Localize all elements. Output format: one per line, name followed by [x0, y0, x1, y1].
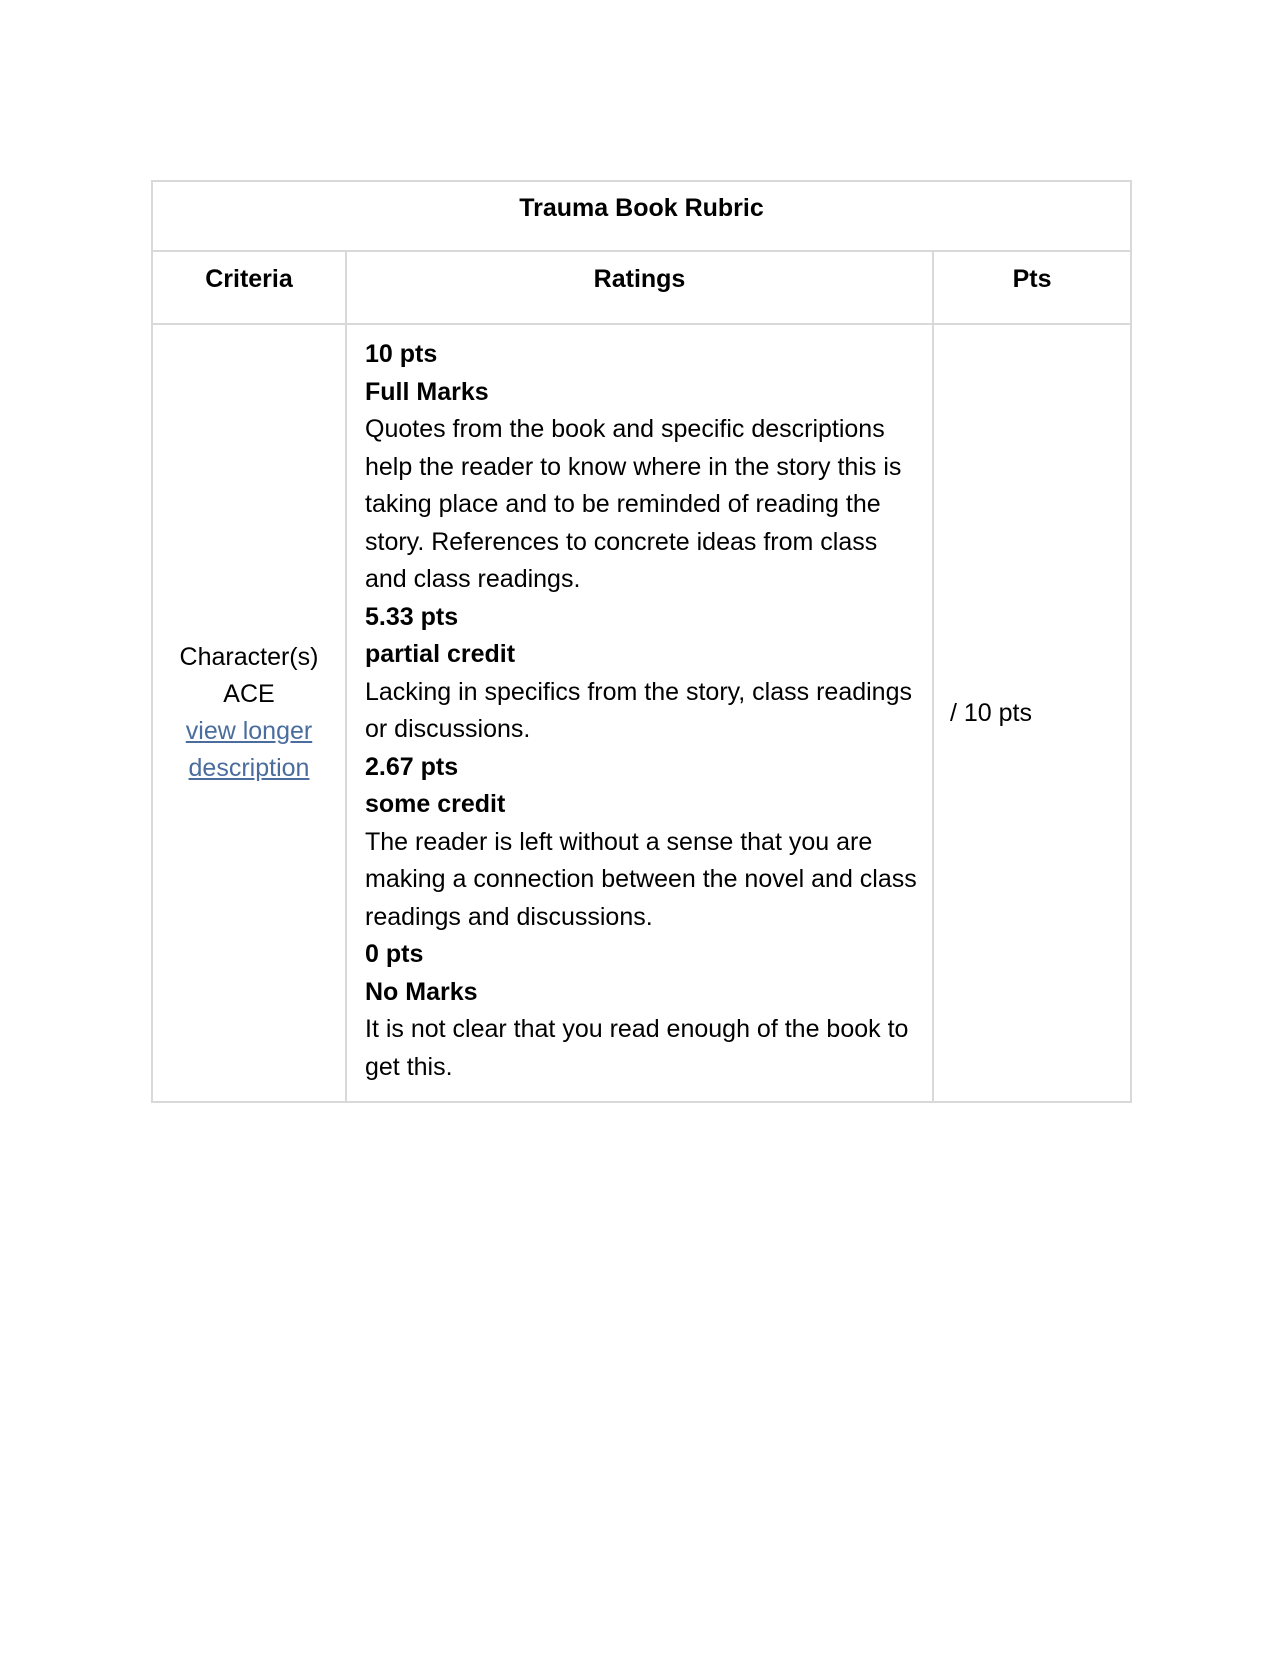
criterion-row [152, 324, 1131, 1102]
link-text-line2: description [188, 754, 310, 782]
rating-description: The reader is left without a sense that you are making a connection between the novel and class readings and discussions. [365, 827, 917, 931]
header-row [152, 251, 1131, 324]
rating-item [365, 599, 918, 749]
rating-points: 5.33 pts [365, 602, 459, 631]
rating-description: It is not clear that you read enough of the book to get this. [365, 1015, 909, 1081]
rubric-title: Trauma Book Rubric [152, 181, 1131, 251]
rating-description: Lacking in specifics from the story, class readings or discussions. [365, 677, 912, 743]
rating-item [365, 336, 918, 599]
rubric-table [151, 180, 1132, 1103]
points-possible: / 10 pts [933, 324, 1131, 1102]
title-row [152, 181, 1131, 251]
link-text-line1: view longer [185, 717, 313, 745]
criteria-header: Criteria [152, 251, 346, 324]
rating-title: Full Marks [365, 377, 489, 406]
criterion-subtitle: ACE [223, 680, 275, 708]
criterion-cell [152, 324, 346, 1102]
rating-item [365, 936, 918, 1086]
rating-points: 0 pts [365, 940, 424, 968]
rating-points: 2.67 pts [365, 752, 459, 781]
rating-description: Quotes from the book and specific descriptions help the reader to know where in the story this is taking place and to be reminded of reading the story. References to concrete ideas from class and class readings. [365, 415, 902, 593]
rating-points: 10 pts [365, 340, 438, 368]
rating-title: some credit [365, 790, 506, 818]
view-longer-description-link[interactable] [186, 713, 312, 787]
ratings-header: Ratings [346, 251, 933, 324]
criterion-name: Character(s) [179, 643, 319, 671]
rating-title: No Marks [365, 977, 478, 1006]
pts-header: Pts [933, 251, 1131, 324]
rating-title: partial credit [365, 640, 516, 668]
ratings-cell [346, 324, 933, 1102]
rating-item [365, 749, 918, 937]
